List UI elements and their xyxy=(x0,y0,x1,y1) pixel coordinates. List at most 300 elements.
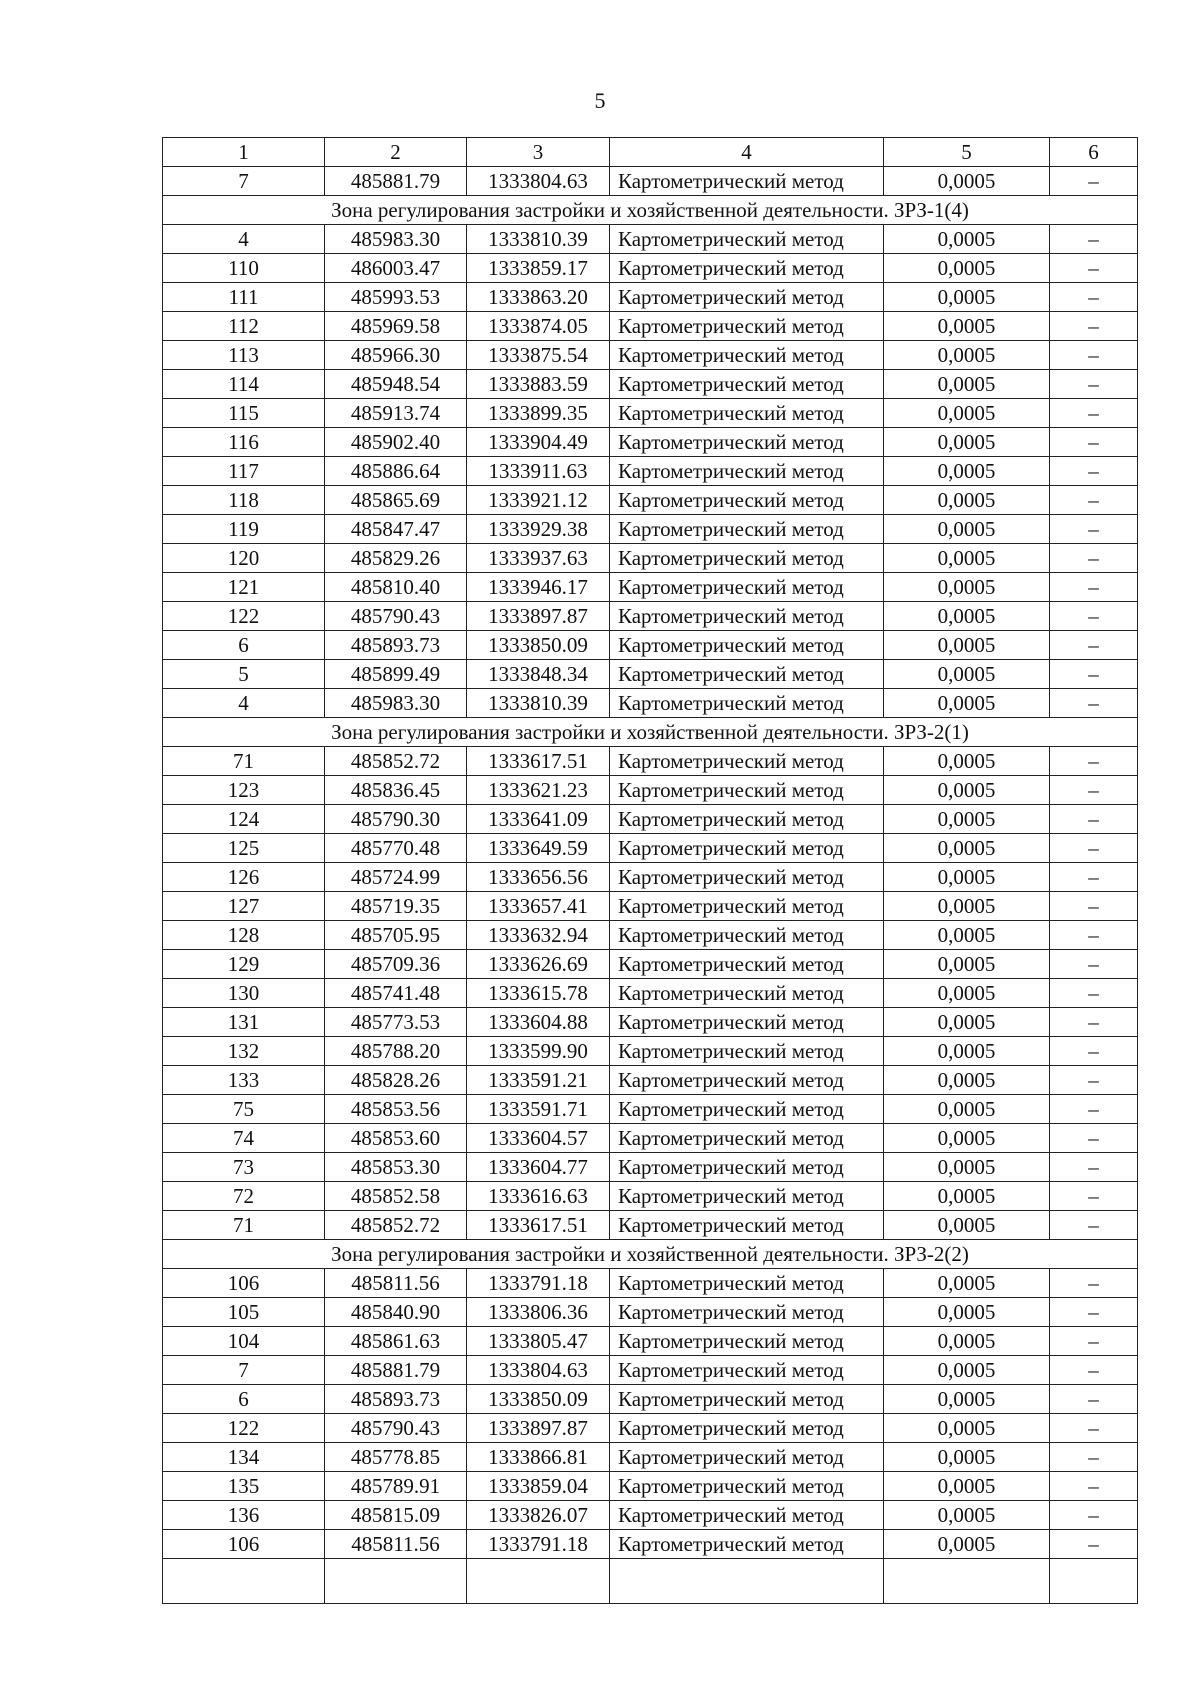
table-row xyxy=(163,631,1138,660)
table-row xyxy=(163,1269,1138,1298)
table-row xyxy=(163,1153,1138,1182)
description-cell: – xyxy=(1050,660,1138,689)
point-number-cell: 112 xyxy=(163,312,325,341)
empty-cell xyxy=(610,1559,884,1604)
y-coordinate-cell: 1333929.38 xyxy=(467,515,610,544)
table-row xyxy=(163,428,1138,457)
x-coordinate-cell: 485811.56 xyxy=(325,1530,467,1559)
method-cell: Картометрический метод xyxy=(610,863,884,892)
page-number: 5 xyxy=(594,88,606,113)
y-coordinate-cell: 1333657.41 xyxy=(467,892,610,921)
description-cell: – xyxy=(1050,1211,1138,1240)
point-number-cell: 73 xyxy=(163,1153,325,1182)
table-row xyxy=(163,515,1138,544)
zone-heading-row xyxy=(163,196,1138,225)
x-coordinate-cell: 485893.73 xyxy=(325,1385,467,1414)
y-coordinate-cell: 1333649.59 xyxy=(467,834,610,863)
description-cell: – xyxy=(1050,1153,1138,1182)
point-number-cell: 4 xyxy=(163,689,325,718)
y-coordinate-cell: 1333937.63 xyxy=(467,544,610,573)
description-cell: – xyxy=(1050,457,1138,486)
point-number-cell: 71 xyxy=(163,1211,325,1240)
y-coordinate-cell: 1333859.04 xyxy=(467,1472,610,1501)
method-cell: Картометрический метод xyxy=(610,283,884,312)
accuracy-cell: 0,0005 xyxy=(884,602,1050,631)
method-cell: Картометрический метод xyxy=(610,805,884,834)
accuracy-cell: 0,0005 xyxy=(884,776,1050,805)
y-coordinate-cell: 1333604.57 xyxy=(467,1124,610,1153)
description-cell: – xyxy=(1050,428,1138,457)
point-number-cell: 118 xyxy=(163,486,325,515)
method-cell: Картометрический метод xyxy=(610,660,884,689)
description-cell: – xyxy=(1050,573,1138,602)
method-cell: Картометрический метод xyxy=(610,689,884,718)
description-cell: – xyxy=(1050,747,1138,776)
description-cell: – xyxy=(1050,1327,1138,1356)
x-coordinate-cell: 485719.35 xyxy=(325,892,467,921)
coordinates-table-body xyxy=(163,138,1138,1604)
point-number-cell: 71 xyxy=(163,747,325,776)
y-coordinate-cell: 1333850.09 xyxy=(467,1385,610,1414)
description-cell: – xyxy=(1050,1472,1138,1501)
description-cell: – xyxy=(1050,892,1138,921)
y-coordinate-cell: 1333617.51 xyxy=(467,747,610,776)
accuracy-cell: 0,0005 xyxy=(884,1472,1050,1501)
accuracy-cell: 0,0005 xyxy=(884,1501,1050,1530)
x-coordinate-cell: 485811.56 xyxy=(325,1269,467,1298)
y-coordinate-cell: 1333874.05 xyxy=(467,312,610,341)
x-coordinate-cell: 485770.48 xyxy=(325,834,467,863)
description-cell: – xyxy=(1050,225,1138,254)
accuracy-cell: 0,0005 xyxy=(884,544,1050,573)
table-row xyxy=(163,1066,1138,1095)
method-cell: Картометрический метод xyxy=(610,1443,884,1472)
table-row xyxy=(163,979,1138,1008)
description-cell: – xyxy=(1050,167,1138,196)
table-row xyxy=(163,1037,1138,1066)
accuracy-cell: 0,0005 xyxy=(884,225,1050,254)
y-coordinate-cell: 1333863.20 xyxy=(467,283,610,312)
point-number-cell: 120 xyxy=(163,544,325,573)
accuracy-cell: 0,0005 xyxy=(884,689,1050,718)
x-coordinate-cell: 485705.95 xyxy=(325,921,467,950)
empty-cell xyxy=(884,1559,1050,1604)
description-cell: – xyxy=(1050,1124,1138,1153)
method-cell: Картометрический метод xyxy=(610,1153,884,1182)
y-coordinate-cell: 1333604.88 xyxy=(467,1008,610,1037)
description-cell: – xyxy=(1050,602,1138,631)
description-cell: – xyxy=(1050,254,1138,283)
point-number-cell: 6 xyxy=(163,631,325,660)
table-row xyxy=(163,863,1138,892)
empty-cell xyxy=(325,1559,467,1604)
x-coordinate-cell: 486003.47 xyxy=(325,254,467,283)
description-cell: – xyxy=(1050,805,1138,834)
method-cell: Картометрический метод xyxy=(610,1472,884,1501)
description-cell: – xyxy=(1050,515,1138,544)
method-cell: Картометрический метод xyxy=(610,225,884,254)
description-cell: – xyxy=(1050,1037,1138,1066)
description-cell: – xyxy=(1050,1414,1138,1443)
x-coordinate-cell: 485829.26 xyxy=(325,544,467,573)
method-cell: Картометрический метод xyxy=(610,1414,884,1443)
accuracy-cell: 0,0005 xyxy=(884,1095,1050,1124)
zone-heading: Зона регулирования застройки и хозяйственной деятельности. ЗРЗ-1(4) xyxy=(163,196,1138,225)
method-cell: Картометрический метод xyxy=(610,573,884,602)
table-row xyxy=(163,1356,1138,1385)
table-row xyxy=(163,660,1138,689)
x-coordinate-cell: 485983.30 xyxy=(325,689,467,718)
accuracy-cell: 0,0005 xyxy=(884,312,1050,341)
empty-cell xyxy=(163,1559,325,1604)
x-coordinate-cell: 485790.43 xyxy=(325,1414,467,1443)
table-row xyxy=(163,225,1138,254)
x-coordinate-cell: 485881.79 xyxy=(325,1356,467,1385)
table-row xyxy=(163,1385,1138,1414)
accuracy-cell: 0,0005 xyxy=(884,283,1050,312)
accuracy-cell: 0,0005 xyxy=(884,1298,1050,1327)
method-cell: Картометрический метод xyxy=(610,341,884,370)
accuracy-cell: 0,0005 xyxy=(884,457,1050,486)
point-number-cell: 135 xyxy=(163,1472,325,1501)
method-cell: Картометрический метод xyxy=(610,167,884,196)
y-coordinate-cell: 1333626.69 xyxy=(467,950,610,979)
description-cell: – xyxy=(1050,950,1138,979)
accuracy-cell: 0,0005 xyxy=(884,428,1050,457)
table-row xyxy=(163,486,1138,515)
point-number-cell: 74 xyxy=(163,1124,325,1153)
y-coordinate-cell: 1333848.34 xyxy=(467,660,610,689)
y-coordinate-cell: 1333810.39 xyxy=(467,225,610,254)
point-number-cell: 128 xyxy=(163,921,325,950)
description-cell: – xyxy=(1050,341,1138,370)
x-coordinate-cell: 485881.79 xyxy=(325,167,467,196)
description-cell: – xyxy=(1050,1501,1138,1530)
header-cell: 6 xyxy=(1050,138,1138,167)
description-cell: – xyxy=(1050,979,1138,1008)
description-cell: – xyxy=(1050,1269,1138,1298)
y-coordinate-cell: 1333866.81 xyxy=(467,1443,610,1472)
empty-table-row xyxy=(163,1559,1138,1604)
description-cell: – xyxy=(1050,1530,1138,1559)
accuracy-cell: 0,0005 xyxy=(884,892,1050,921)
y-coordinate-cell: 1333616.63 xyxy=(467,1182,610,1211)
header-cell: 3 xyxy=(467,138,610,167)
method-cell: Картометрический метод xyxy=(610,486,884,515)
point-number-cell: 114 xyxy=(163,370,325,399)
point-number-cell: 116 xyxy=(163,428,325,457)
empty-cell xyxy=(467,1559,610,1604)
table-row xyxy=(163,921,1138,950)
point-number-cell: 136 xyxy=(163,1501,325,1530)
accuracy-cell: 0,0005 xyxy=(884,1066,1050,1095)
method-cell: Картометрический метод xyxy=(610,1356,884,1385)
x-coordinate-cell: 485902.40 xyxy=(325,428,467,457)
point-number-cell: 131 xyxy=(163,1008,325,1037)
description-cell: – xyxy=(1050,1066,1138,1095)
table-header-row xyxy=(163,138,1138,167)
table-row xyxy=(163,544,1138,573)
accuracy-cell: 0,0005 xyxy=(884,486,1050,515)
x-coordinate-cell: 485886.64 xyxy=(325,457,467,486)
table-row xyxy=(163,167,1138,196)
accuracy-cell: 0,0005 xyxy=(884,1008,1050,1037)
x-coordinate-cell: 485773.53 xyxy=(325,1008,467,1037)
method-cell: Картометрический метод xyxy=(610,979,884,1008)
method-cell: Картометрический метод xyxy=(610,544,884,573)
header-cell: 4 xyxy=(610,138,884,167)
y-coordinate-cell: 1333850.09 xyxy=(467,631,610,660)
header-cell: 5 xyxy=(884,138,1050,167)
accuracy-cell: 0,0005 xyxy=(884,660,1050,689)
y-coordinate-cell: 1333615.78 xyxy=(467,979,610,1008)
table-row xyxy=(163,1095,1138,1124)
x-coordinate-cell: 485847.47 xyxy=(325,515,467,544)
table-row xyxy=(163,283,1138,312)
point-number-cell: 75 xyxy=(163,1095,325,1124)
table-row xyxy=(163,370,1138,399)
method-cell: Картометрический метод xyxy=(610,747,884,776)
point-number-cell: 130 xyxy=(163,979,325,1008)
method-cell: Картометрический метод xyxy=(610,1298,884,1327)
accuracy-cell: 0,0005 xyxy=(884,805,1050,834)
point-number-cell: 105 xyxy=(163,1298,325,1327)
y-coordinate-cell: 1333897.87 xyxy=(467,1414,610,1443)
point-number-cell: 123 xyxy=(163,776,325,805)
description-cell: – xyxy=(1050,399,1138,428)
coordinates-table xyxy=(162,137,1138,1604)
accuracy-cell: 0,0005 xyxy=(884,1182,1050,1211)
method-cell: Картометрический метод xyxy=(610,602,884,631)
point-number-cell: 72 xyxy=(163,1182,325,1211)
point-number-cell: 106 xyxy=(163,1530,325,1559)
method-cell: Картометрический метод xyxy=(610,254,884,283)
method-cell: Картометрический метод xyxy=(610,370,884,399)
y-coordinate-cell: 1333921.12 xyxy=(467,486,610,515)
method-cell: Картометрический метод xyxy=(610,1501,884,1530)
method-cell: Картометрический метод xyxy=(610,892,884,921)
y-coordinate-cell: 1333897.87 xyxy=(467,602,610,631)
y-coordinate-cell: 1333883.59 xyxy=(467,370,610,399)
method-cell: Картометрический метод xyxy=(610,1037,884,1066)
y-coordinate-cell: 1333859.17 xyxy=(467,254,610,283)
table-row xyxy=(163,254,1138,283)
table-row xyxy=(163,399,1138,428)
method-cell: Картометрический метод xyxy=(610,1327,884,1356)
accuracy-cell: 0,0005 xyxy=(884,1037,1050,1066)
description-cell: – xyxy=(1050,1182,1138,1211)
point-number-cell: 6 xyxy=(163,1385,325,1414)
empty-cell xyxy=(1050,1559,1138,1604)
y-coordinate-cell: 1333875.54 xyxy=(467,341,610,370)
table-row xyxy=(163,892,1138,921)
accuracy-cell: 0,0005 xyxy=(884,1414,1050,1443)
x-coordinate-cell: 485778.85 xyxy=(325,1443,467,1472)
y-coordinate-cell: 1333810.39 xyxy=(467,689,610,718)
y-coordinate-cell: 1333806.36 xyxy=(467,1298,610,1327)
x-coordinate-cell: 485853.30 xyxy=(325,1153,467,1182)
x-coordinate-cell: 485861.63 xyxy=(325,1327,467,1356)
y-coordinate-cell: 1333904.49 xyxy=(467,428,610,457)
x-coordinate-cell: 485983.30 xyxy=(325,225,467,254)
method-cell: Картометрический метод xyxy=(610,457,884,486)
point-number-cell: 7 xyxy=(163,1356,325,1385)
table-row xyxy=(163,1008,1138,1037)
header-cell: 2 xyxy=(325,138,467,167)
accuracy-cell: 0,0005 xyxy=(884,979,1050,1008)
accuracy-cell: 0,0005 xyxy=(884,1443,1050,1472)
y-coordinate-cell: 1333641.09 xyxy=(467,805,610,834)
description-cell: – xyxy=(1050,921,1138,950)
x-coordinate-cell: 485815.09 xyxy=(325,1501,467,1530)
x-coordinate-cell: 485948.54 xyxy=(325,370,467,399)
description-cell: – xyxy=(1050,544,1138,573)
table-row xyxy=(163,1124,1138,1153)
point-number-cell: 122 xyxy=(163,602,325,631)
x-coordinate-cell: 485840.90 xyxy=(325,1298,467,1327)
zone-heading-row xyxy=(163,718,1138,747)
method-cell: Картометрический метод xyxy=(610,515,884,544)
accuracy-cell: 0,0005 xyxy=(884,1327,1050,1356)
y-coordinate-cell: 1333899.35 xyxy=(467,399,610,428)
table-row xyxy=(163,747,1138,776)
method-cell: Картометрический метод xyxy=(610,631,884,660)
table-row xyxy=(163,805,1138,834)
table-row xyxy=(163,1530,1138,1559)
table-row xyxy=(163,689,1138,718)
accuracy-cell: 0,0005 xyxy=(884,747,1050,776)
zone-heading-row xyxy=(163,1240,1138,1269)
zone-heading: Зона регулирования застройки и хозяйственной деятельности. ЗРЗ-2(1) xyxy=(163,718,1138,747)
method-cell: Картометрический метод xyxy=(610,776,884,805)
x-coordinate-cell: 485836.45 xyxy=(325,776,467,805)
x-coordinate-cell: 485790.43 xyxy=(325,602,467,631)
point-number-cell: 111 xyxy=(163,283,325,312)
accuracy-cell: 0,0005 xyxy=(884,254,1050,283)
accuracy-cell: 0,0005 xyxy=(884,950,1050,979)
point-number-cell: 132 xyxy=(163,1037,325,1066)
accuracy-cell: 0,0005 xyxy=(884,399,1050,428)
x-coordinate-cell: 485724.99 xyxy=(325,863,467,892)
x-coordinate-cell: 485852.72 xyxy=(325,747,467,776)
point-number-cell: 125 xyxy=(163,834,325,863)
x-coordinate-cell: 485865.69 xyxy=(325,486,467,515)
method-cell: Картометрический метод xyxy=(610,399,884,428)
x-coordinate-cell: 485709.36 xyxy=(325,950,467,979)
point-number-cell: 110 xyxy=(163,254,325,283)
y-coordinate-cell: 1333791.18 xyxy=(467,1530,610,1559)
method-cell: Картометрический метод xyxy=(610,1385,884,1414)
description-cell: – xyxy=(1050,834,1138,863)
accuracy-cell: 0,0005 xyxy=(884,1385,1050,1414)
table-row xyxy=(163,312,1138,341)
description-cell: – xyxy=(1050,1356,1138,1385)
table-row xyxy=(163,834,1138,863)
x-coordinate-cell: 485913.74 xyxy=(325,399,467,428)
description-cell: – xyxy=(1050,1298,1138,1327)
point-number-cell: 122 xyxy=(163,1414,325,1443)
table-row xyxy=(163,573,1138,602)
y-coordinate-cell: 1333946.17 xyxy=(467,573,610,602)
method-cell: Картометрический метод xyxy=(610,1066,884,1095)
method-cell: Картометрический метод xyxy=(610,950,884,979)
method-cell: Картометрический метод xyxy=(610,1095,884,1124)
accuracy-cell: 0,0005 xyxy=(884,1269,1050,1298)
description-cell: – xyxy=(1050,863,1138,892)
x-coordinate-cell: 485853.56 xyxy=(325,1095,467,1124)
y-coordinate-cell: 1333826.07 xyxy=(467,1501,610,1530)
x-coordinate-cell: 485852.58 xyxy=(325,1182,467,1211)
table-row xyxy=(163,1327,1138,1356)
method-cell: Картометрический метод xyxy=(610,1008,884,1037)
y-coordinate-cell: 1333911.63 xyxy=(467,457,610,486)
point-number-cell: 117 xyxy=(163,457,325,486)
accuracy-cell: 0,0005 xyxy=(884,167,1050,196)
x-coordinate-cell: 485993.53 xyxy=(325,283,467,312)
point-number-cell: 119 xyxy=(163,515,325,544)
method-cell: Картометрический метод xyxy=(610,921,884,950)
accuracy-cell: 0,0005 xyxy=(884,631,1050,660)
description-cell: – xyxy=(1050,312,1138,341)
accuracy-cell: 0,0005 xyxy=(884,1356,1050,1385)
description-cell: – xyxy=(1050,776,1138,805)
x-coordinate-cell: 485810.40 xyxy=(325,573,467,602)
y-coordinate-cell: 1333791.18 xyxy=(467,1269,610,1298)
y-coordinate-cell: 1333591.71 xyxy=(467,1095,610,1124)
table-row xyxy=(163,1211,1138,1240)
method-cell: Картометрический метод xyxy=(610,1182,884,1211)
point-number-cell: 7 xyxy=(163,167,325,196)
y-coordinate-cell: 1333621.23 xyxy=(467,776,610,805)
x-coordinate-cell: 485853.60 xyxy=(325,1124,467,1153)
accuracy-cell: 0,0005 xyxy=(884,1530,1050,1559)
x-coordinate-cell: 485741.48 xyxy=(325,979,467,1008)
accuracy-cell: 0,0005 xyxy=(884,863,1050,892)
description-cell: – xyxy=(1050,486,1138,515)
x-coordinate-cell: 485969.58 xyxy=(325,312,467,341)
y-coordinate-cell: 1333591.21 xyxy=(467,1066,610,1095)
y-coordinate-cell: 1333604.77 xyxy=(467,1153,610,1182)
table-row xyxy=(163,1298,1138,1327)
description-cell: – xyxy=(1050,1095,1138,1124)
table-row xyxy=(163,950,1138,979)
point-number-cell: 4 xyxy=(163,225,325,254)
x-coordinate-cell: 485828.26 xyxy=(325,1066,467,1095)
x-coordinate-cell: 485852.72 xyxy=(325,1211,467,1240)
point-number-cell: 127 xyxy=(163,892,325,921)
table-row xyxy=(163,602,1138,631)
point-number-cell: 133 xyxy=(163,1066,325,1095)
y-coordinate-cell: 1333656.56 xyxy=(467,863,610,892)
header-cell: 1 xyxy=(163,138,325,167)
accuracy-cell: 0,0005 xyxy=(884,921,1050,950)
x-coordinate-cell: 485966.30 xyxy=(325,341,467,370)
table-row xyxy=(163,457,1138,486)
point-number-cell: 129 xyxy=(163,950,325,979)
accuracy-cell: 0,0005 xyxy=(884,1124,1050,1153)
accuracy-cell: 0,0005 xyxy=(884,341,1050,370)
description-cell: – xyxy=(1050,370,1138,399)
table-row xyxy=(163,1443,1138,1472)
accuracy-cell: 0,0005 xyxy=(884,834,1050,863)
point-number-cell: 121 xyxy=(163,573,325,602)
table-row xyxy=(163,1501,1138,1530)
x-coordinate-cell: 485893.73 xyxy=(325,631,467,660)
x-coordinate-cell: 485788.20 xyxy=(325,1037,467,1066)
point-number-cell: 134 xyxy=(163,1443,325,1472)
method-cell: Картометрический метод xyxy=(610,1530,884,1559)
accuracy-cell: 0,0005 xyxy=(884,573,1050,602)
